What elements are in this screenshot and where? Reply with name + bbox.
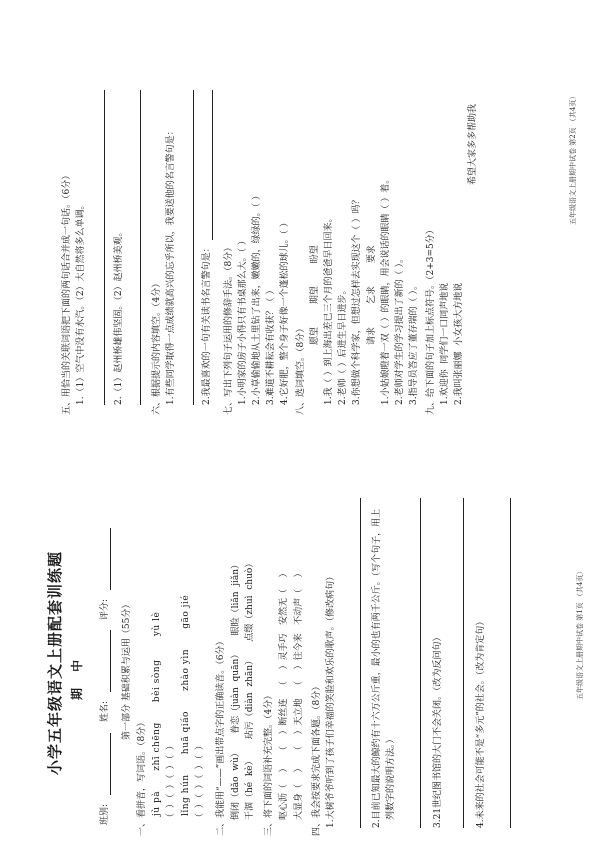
exam-subtitle: 期 中 — [70, 653, 84, 700]
q8-item1: 1.我（ ）到上海出差已三个月的爸爸早日回来。 — [324, 213, 334, 405]
q7-item4: 4.它好肥，整个身子好像一个蓬松的球儿。（ ） — [280, 218, 290, 405]
score-label: 评分: — [100, 598, 110, 620]
q3-row2[interactable]: 大显身（ ） （ ）天立地 （ ）往今来 不动声（ ） — [294, 568, 304, 820]
q8-item3: 3.你想做个科学家，但想过怎样去实现这个（ ）吗？ — [352, 195, 362, 405]
q1-answer-row2[interactable]: （ ）（ ）（ ）（ ） — [195, 740, 205, 822]
q6-item1: 1.有些同学取得一点成绩就高兴的忘乎所以，我要送他的名言警句是： — [166, 126, 176, 405]
q5-item2-answer-line[interactable] — [140, 90, 141, 405]
part1-heading: 第一部分 基础积累与运用（55分） — [122, 599, 132, 740]
q2-row1[interactable]: 倒闭（dǎo wù） 眷恋（juàn quān） 眼睑（liǎn jiǎn） — [231, 559, 241, 820]
name-blank — [110, 630, 111, 692]
name-label: 姓名: — [100, 700, 110, 722]
q5-item1: 1.（1）空气中没有水汽。（2）大自然将多么单调。 — [76, 200, 86, 405]
score-blank — [110, 528, 111, 590]
q2-row2[interactable]: 干涸（hé kè） 玷污（diàn zhān） 点缀（zhuì chuò） — [245, 558, 255, 820]
q8-title: 八、选词填空。（8分） — [296, 323, 306, 415]
q1-pinyin-row1: jù pà zhī chēng bèi sòng yù lè — [152, 611, 162, 816]
q4-item4-answer-line[interactable] — [510, 498, 511, 828]
q6-title: 六、根据提示的内容填空。（4分） — [152, 278, 162, 415]
q4-item2b: 列数字的说明方法。） — [386, 734, 396, 820]
q1-answer-row1[interactable]: （ ）（ ）（ ）（ ） — [166, 740, 176, 822]
q6-item2: 2.我最喜欢的一句有关读书名言警句是： — [202, 243, 212, 405]
q8-word-bank-1: 愿望 期望 盼望 — [310, 245, 320, 345]
q3-title: 三、将下面的词语补充完整。（4分） — [264, 690, 274, 836]
q6-item1-answer-line[interactable] — [193, 90, 194, 405]
q5-item2: 2.（1）赵州桥雄伟坚固。（2）赵州桥美观。 — [114, 227, 124, 405]
q8-item5: 2.老师对学生的学习提出了新的（ ）。 — [395, 254, 405, 405]
q1-pinyin-row2: lǐng hún huā qiáo zhào yìn gāo jié — [181, 594, 191, 816]
q8-item6: 3.指导员答应了董存瑞的（ ）。 — [409, 281, 419, 405]
q6-item2-answer-line[interactable] — [212, 90, 213, 240]
q7-item2: 2.小草偷偷地从土里钻了出来，嫩嫩的，绿绿的。（ ） — [252, 191, 262, 405]
page2-footer: 五年级语文上册期中试卷 第2页 （共4页） — [569, 92, 577, 225]
q8-item4: 1.小姑娘瞪着一双（ ）的眼睛，用会说话的眼睛（ ）着。 — [381, 174, 391, 405]
class-blank — [110, 733, 111, 795]
q8-item2: 2.老师（ ）后进生早日进步。 — [338, 285, 348, 405]
q8-word-bank-2: 请求 乞求 要求 — [367, 245, 377, 345]
q9-item2a[interactable]: 2.我叫张丽娜 小女孩大方地说 — [454, 282, 464, 405]
exam-title: 小学五年级语文上册配套训练题 — [46, 550, 64, 775]
q4-title: 四、我会按要求完成下面各题。（8分） — [312, 681, 322, 836]
q4-item2-answer-line[interactable] — [420, 498, 421, 828]
q2-title: 二、我能用“——”画出带点字的正确读音。（6分） — [216, 636, 226, 836]
q4-item1-answer-line[interactable] — [360, 498, 361, 828]
q4-item2a: 2.目前已知最大的鲸约有十六万公斤重，最小的也有两千公斤。（写个句子，用上 — [372, 508, 382, 828]
q4-item4: 4.未来的社会可能不是“多元”的社会。（改为肯定句） — [476, 616, 486, 828]
q7-item3: 3.难道不耕耘会有收获？（ ） — [266, 285, 276, 405]
q4-item3: 3.21世纪图书馆的大门不会关闭。（改为反问句） — [433, 632, 443, 828]
q9-item2b[interactable]: 希望大家多多帮助我 — [468, 103, 478, 185]
q9-title: 九、给下面的句子加上标点符号。（2+3=5分） — [426, 225, 436, 415]
q3-row1[interactable]: 呕心沥（ ） （ ）断丝连 （ ）灵手巧 安然无（ ） — [279, 568, 289, 820]
q4-item3-answer-line[interactable] — [463, 498, 464, 828]
q5-title: 五、用恰当的关联词语把下面的两句话合并成一句话。（6分） — [62, 170, 72, 415]
q1-title: 一、看拼音，写词语。（8分） — [137, 717, 147, 836]
q9-item1[interactable]: 1.欢迎你 同学们一口同声地说 — [440, 282, 450, 405]
class-label: 班别: — [100, 803, 110, 825]
q7-item1: 1.小明家的房子小得只有书桌那么大。（ ） — [238, 236, 248, 405]
page1-footer: 五年级语文上册期中试卷 第1页 （共4页） — [576, 567, 584, 700]
page-1 — [0, 425, 600, 850]
q4-item1: 1.大树爷爷听到了孩子们幸福的笑脸和欢乐的歌声。（修改病句） — [326, 571, 336, 828]
q7-title: 七、写出下列句子运用的修辞手法。（8分） — [224, 242, 234, 415]
q5-item1-answer-line[interactable] — [104, 90, 105, 405]
